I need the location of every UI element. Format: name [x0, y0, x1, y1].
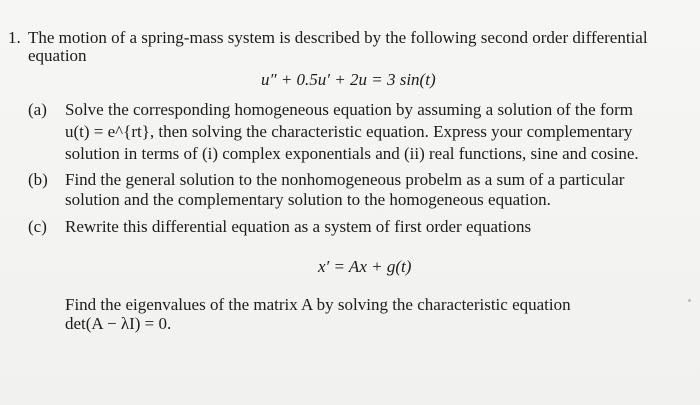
part-a-label: (a) — [28, 100, 47, 119]
part-c-label: (c) — [28, 217, 47, 236]
system-equation: x′ = Ax + g(t) — [318, 257, 412, 276]
part-b-label: (b) — [28, 170, 48, 189]
part-b-line-2: solution and the complementary solution to the homogeneous equation. — [65, 190, 551, 209]
main-equation: u″ + 0.5u′ + 2u = 3 sin(t) — [261, 70, 436, 89]
part-c-followup-line-2: det(A − λI) = 0. — [65, 314, 172, 333]
part-a-line-1: Solve the corresponding homogeneous equation by assuming a solution of the form — [65, 100, 633, 119]
problem-number: 1. — [8, 28, 21, 47]
problem-intro-line-2: equation — [28, 46, 87, 65]
part-c-line-1: Rewrite this differential equation as a system of first order equations — [65, 217, 532, 236]
problem-intro-line-1: The motion of a spring-mass system is described by the following second order differential — [28, 28, 648, 47]
page-speck — [688, 299, 691, 302]
part-a-line-2: u(t) = e^{rt}, then solving the characteristic equation. Express your complementary — [65, 122, 633, 141]
part-a-line-3: solution in terms of (i) complex exponentials and (ii) real functions, sine and cosine. — [65, 144, 639, 163]
part-b-line-1: Find the general solution to the nonhomogeneous probelm as a sum of a particular — [65, 170, 625, 189]
part-c-followup-line-1: Find the eigenvalues of the matrix A by solving the characteristic equation — [65, 295, 571, 314]
